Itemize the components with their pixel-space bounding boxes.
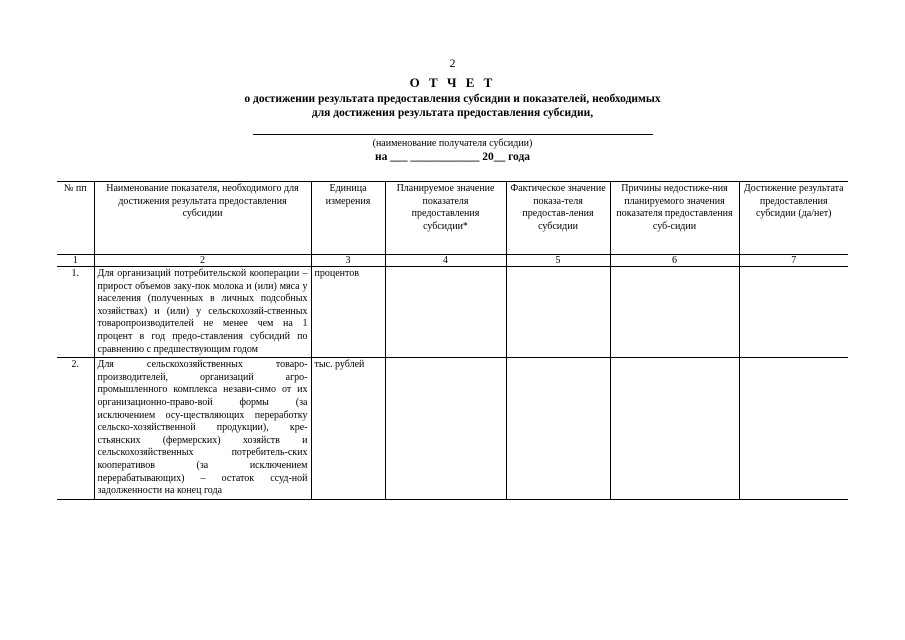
unit-cell: тыс. рублей xyxy=(311,358,385,500)
header-achievement: Достижение результата предоставления субсидии (да/нет) xyxy=(739,182,848,255)
achievement-cell xyxy=(739,267,848,358)
row-number: 2. xyxy=(57,358,94,500)
header-indicator-name: Наименование показателя, необходимого для достижения результата предоставления субсидии xyxy=(94,182,311,255)
table-row xyxy=(57,267,848,358)
report-period: на ___ ____________ 20__ года xyxy=(374,151,531,163)
report-title: О Т Ч Е Т xyxy=(409,75,496,90)
column-number: 1 xyxy=(57,255,94,267)
column-number: 6 xyxy=(610,255,739,267)
reasons-cell xyxy=(610,358,739,500)
report-subtitle xyxy=(0,92,905,120)
unit-cell: процентов xyxy=(311,267,385,358)
subtitle-line-2: для достижения результата предоставления субсидии, xyxy=(311,107,594,119)
header-planned-value: Планируемое значение показателя предоставления субсидии* xyxy=(385,182,506,255)
header-reasons: Причины недостиже-ния планируемого значения показателя предоставления суб-сидии xyxy=(610,182,739,255)
planned-value-cell xyxy=(385,358,506,500)
report-table xyxy=(57,181,848,500)
indicator-name: Для организаций потребительской кооперации – прирост объемов заку-пок молока и (или) мяса у населения (полученных в личных подсобных хозяйствах) и (или) у сельскохозяй-ственных товаропроизводителей не менее чем на 1 процент в год предо-ставления субсидий по сравнению с предшествующим годом xyxy=(94,267,311,358)
row-number: 1. xyxy=(57,267,94,358)
header-number: № пп xyxy=(57,182,94,255)
table-row xyxy=(57,358,848,500)
header-actual-value: Фактическое значение показа-теля предостав-ления субсидии xyxy=(506,182,610,255)
planned-value-cell xyxy=(385,267,506,358)
column-number: 5 xyxy=(506,255,610,267)
column-number: 3 xyxy=(311,255,385,267)
actual-value-cell xyxy=(506,267,610,358)
table-header-row xyxy=(57,182,848,255)
page-number: 2 xyxy=(449,56,456,70)
indicator-name: Для сельскохозяйственных товаро-производителей, организаций агро-промышленного комплекса незави-симо от их организационно-право-вой формы (за исключением осу-ществляющих переработку сельско-хозяйственной продукции), кре-стьянских (фермерских) хозяйств и сельскохозяйственных потребитель-ских кооперативов (за исключением перерабатывающих) – остаток ссуд-ной задолженности на конец года xyxy=(94,358,311,500)
recipient-name-line xyxy=(253,134,653,135)
column-number: 2 xyxy=(94,255,311,267)
actual-value-cell xyxy=(506,358,610,500)
recipient-caption: (наименование получателя субсидии) xyxy=(372,138,533,149)
subtitle-line-1: о достижении результата предоставления субсидии и показателей, необходимых xyxy=(244,93,661,105)
achievement-cell xyxy=(739,358,848,500)
header-unit: Единица измерения xyxy=(311,182,385,255)
column-number: 4 xyxy=(385,255,506,267)
column-number: 7 xyxy=(739,255,848,267)
column-number-row xyxy=(57,255,848,267)
reasons-cell xyxy=(610,267,739,358)
